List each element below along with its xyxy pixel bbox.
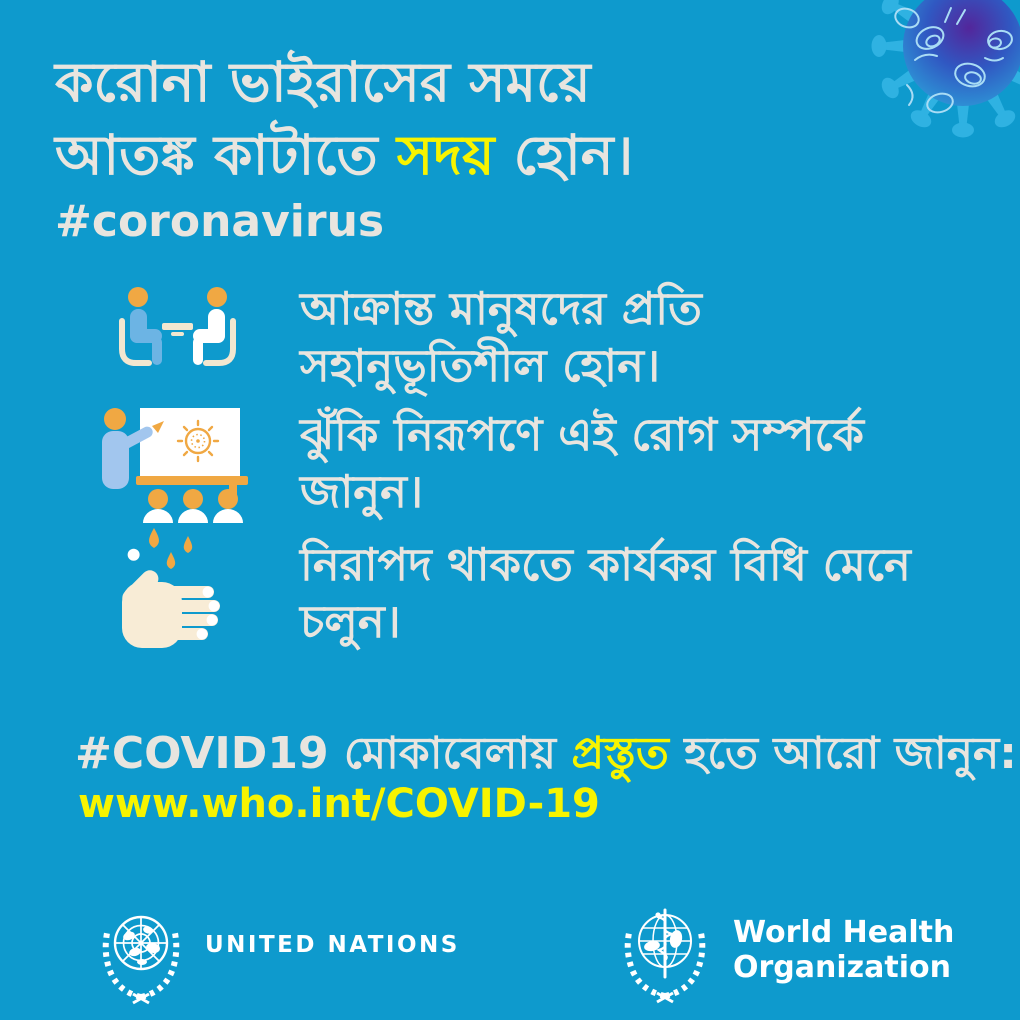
world-health-organization-emblem-icon xyxy=(615,901,715,1005)
tip-3-text xyxy=(300,536,911,650)
who-covid19-url[interactable]: www.who.int/COVID-19 xyxy=(78,781,600,827)
cta-prefix: #COVID19 মোকাবেলায় xyxy=(75,728,572,779)
headline-line1: করোনা ভাইরাসের সময়ে xyxy=(55,50,591,114)
tip-2-text xyxy=(300,406,864,520)
tip-3-line1: নিরাপদ থাকতে কার্যকর বিধি মেনে xyxy=(300,538,911,591)
headline-highlight-word: সদয় xyxy=(396,123,495,187)
cta-highlight-word: প্রস্তুত xyxy=(571,728,669,779)
who-label-line2: Organization xyxy=(733,950,951,985)
who-label-line1: World Health xyxy=(733,915,955,950)
headline xyxy=(55,46,633,192)
tip-1-line1: আক্রান্ত মানুষদের প্রতি xyxy=(300,282,702,335)
hand-washing-icon xyxy=(116,524,222,648)
world-health-organization-label xyxy=(733,915,954,985)
headline-line2-prefix: আতঙ্ক কাটাতে xyxy=(55,123,397,187)
tip-3-line2: চলুন। xyxy=(300,595,401,648)
headline-line2-suffix: হোন। xyxy=(494,123,634,187)
united-nations-label: UNITED NATIONS xyxy=(205,932,460,958)
tip-2-line1: ঝুঁকি নিরূপণে এই রোগ সম্পর্কে xyxy=(300,408,865,461)
tip-2-line2: জানুন। xyxy=(300,465,424,518)
risk-education-presentation-icon xyxy=(98,403,248,523)
united-nations-emblem-icon xyxy=(95,905,187,1005)
tip-1-line2: সহানুভূতিশীল হোন। xyxy=(300,339,661,392)
empathy-conversation-icon xyxy=(112,285,243,385)
headline-line2 xyxy=(55,119,633,192)
hashtag-coronavirus: #coronavirus xyxy=(55,196,385,247)
coronavirus-illustration xyxy=(845,0,1020,172)
tip-1-text xyxy=(300,280,702,394)
cta-suffix: হতে আরো জানুন: xyxy=(668,728,1017,779)
